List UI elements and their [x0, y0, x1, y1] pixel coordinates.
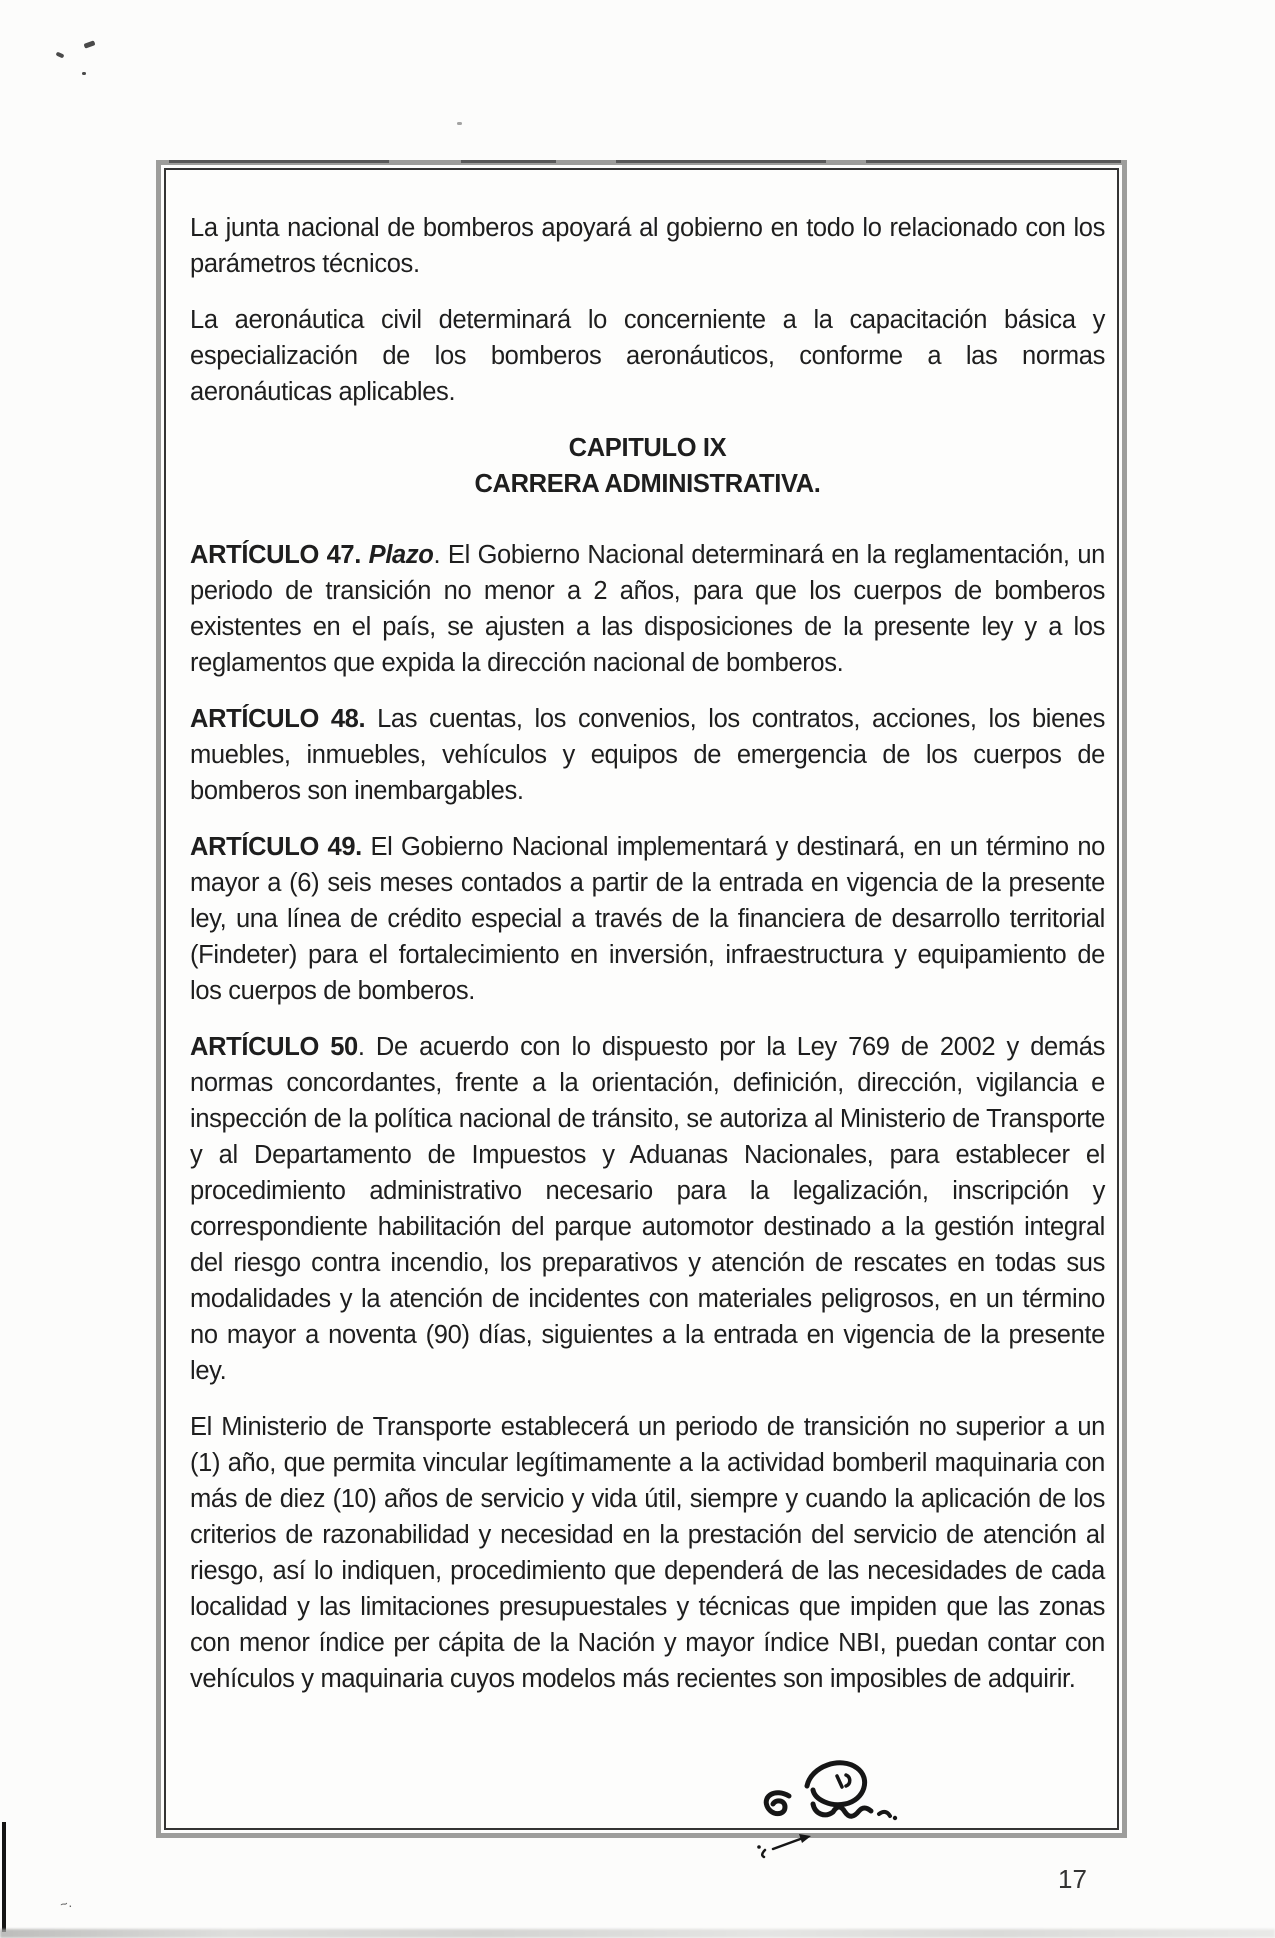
chapter-heading — [190, 430, 1105, 502]
scan-dash — [616, 160, 826, 163]
scan-dash — [169, 160, 389, 163]
scan-edge-line — [2, 1822, 6, 1932]
article-49-label: ARTÍCULO 49. — [190, 833, 362, 861]
article-48-label: ARTÍCULO 48. — [190, 705, 366, 733]
signature-mark — [745, 1748, 930, 1868]
scan-dash — [461, 160, 556, 163]
scan-dash — [866, 160, 1121, 163]
chapter-number: CAPITULO IX — [568, 434, 727, 462]
article-50-label: ARTÍCULO 50 — [190, 1033, 358, 1061]
document-frame — [156, 160, 1127, 1838]
paragraph-junta-nacional: La junta nacional de bomberos apoyará al gobierno en todo lo relacionado con los parámetros técnicos. — [190, 214, 1105, 278]
scan-speck — [82, 72, 86, 75]
article-48-body: Las cuentas, los convenios, los contratos, acciones, los bienes muebles, inmuebles, vehículos y equipos de emergencia de los cuerpos de bomberos son inembargables. — [190, 705, 1105, 805]
article-49-paragraph — [190, 829, 1105, 1009]
scan-speck — [83, 40, 95, 48]
scan-shadow — [0, 1929, 1275, 1938]
article-47-title: Plazo — [361, 541, 434, 569]
document-frame-inner-border — [164, 168, 1119, 1830]
closing-paragraph: El Ministerio de Transporte establecerá un periodo de transición no superior a un (1) año, que permita vincular legítimamente a la actividad bomberil maquinaria con más de diez (10) años de servicio y vida útil, siempre y cuando la aplicación de los criterios de razonabilidad y necesidad en la prestación del servicio de atención al riesgo, así lo indiquen, procedimiento que dependerá de las necesidades de cada localidad y las limitaciones presupuestales y técnicas que impiden que las zonas con menor índice per cápita de la Nación y mayor índice NBI, puedan contar con vehículos y maquinaria cuyos modelos más recientes son imposibles de adquirir. — [190, 1413, 1105, 1693]
chapter-title: CARRERA ADMINISTRATIVA. — [474, 470, 821, 498]
page-number: 17 — [1058, 1864, 1087, 1894]
scan-speck: ~. — [58, 1894, 73, 1913]
scan-speck — [457, 122, 462, 125]
article-47-body: . El Gobierno Nacional determinará en la reglamentación, un periodo de transición no menor a 2 años, para que los cuerpos de bomberos existentes en el país, se ajusten a las disposiciones de la presente ley y a los reglamentos que expida la dirección nacional de bomberos. — [190, 541, 1105, 677]
article-48-paragraph — [190, 701, 1105, 809]
article-50-paragraph — [190, 1029, 1105, 1389]
paragraph-aeronautica-civil: La aeronáutica civil determinará lo concerniente a la capacitación básica y especialización de los bomberos aeronáuticos, conforme a las normas aeronáuticas aplicables. — [190, 306, 1105, 406]
article-47-paragraph — [190, 537, 1105, 681]
article-49-body: El Gobierno Nacional implementará y destinará, en un término no mayor a (6) seis meses contados a partir de la entrada en vigencia de la presente ley, una línea de crédito especial a través de la financiera de desarrollo territorial (Findeter) para el fortalecimiento en inversión, infraestructura y equipamiento de los cuerpos de bomberos. — [190, 833, 1105, 1005]
article-47-label: ARTÍCULO 47. — [190, 541, 361, 569]
document-content — [166, 170, 1117, 1717]
article-50-body: . De acuerdo con lo dispuesto por la Ley 769 de 2002 y demás normas concordantes, frente a la orientación, definición, dirección, vigilancia e inspección de la política nacional de tránsito, se autoriza al Ministerio de Transporte y al Departamento de Impuestos y Aduanas Nacionales, para establecer el procedimiento administrativo necesario para la legalización, inscripción y correspondiente habilitación del parque automotor destinado a la gestión integral del riesgo contra incendio, los preparativos y atención de rescates en todas sus modalidades y la atención de incidentes con materiales peligrosos, en un término no mayor a noventa (90) días, siguientes a la entrada en vigencia de la presente ley. — [190, 1033, 1106, 1385]
scan-speck — [56, 51, 65, 58]
